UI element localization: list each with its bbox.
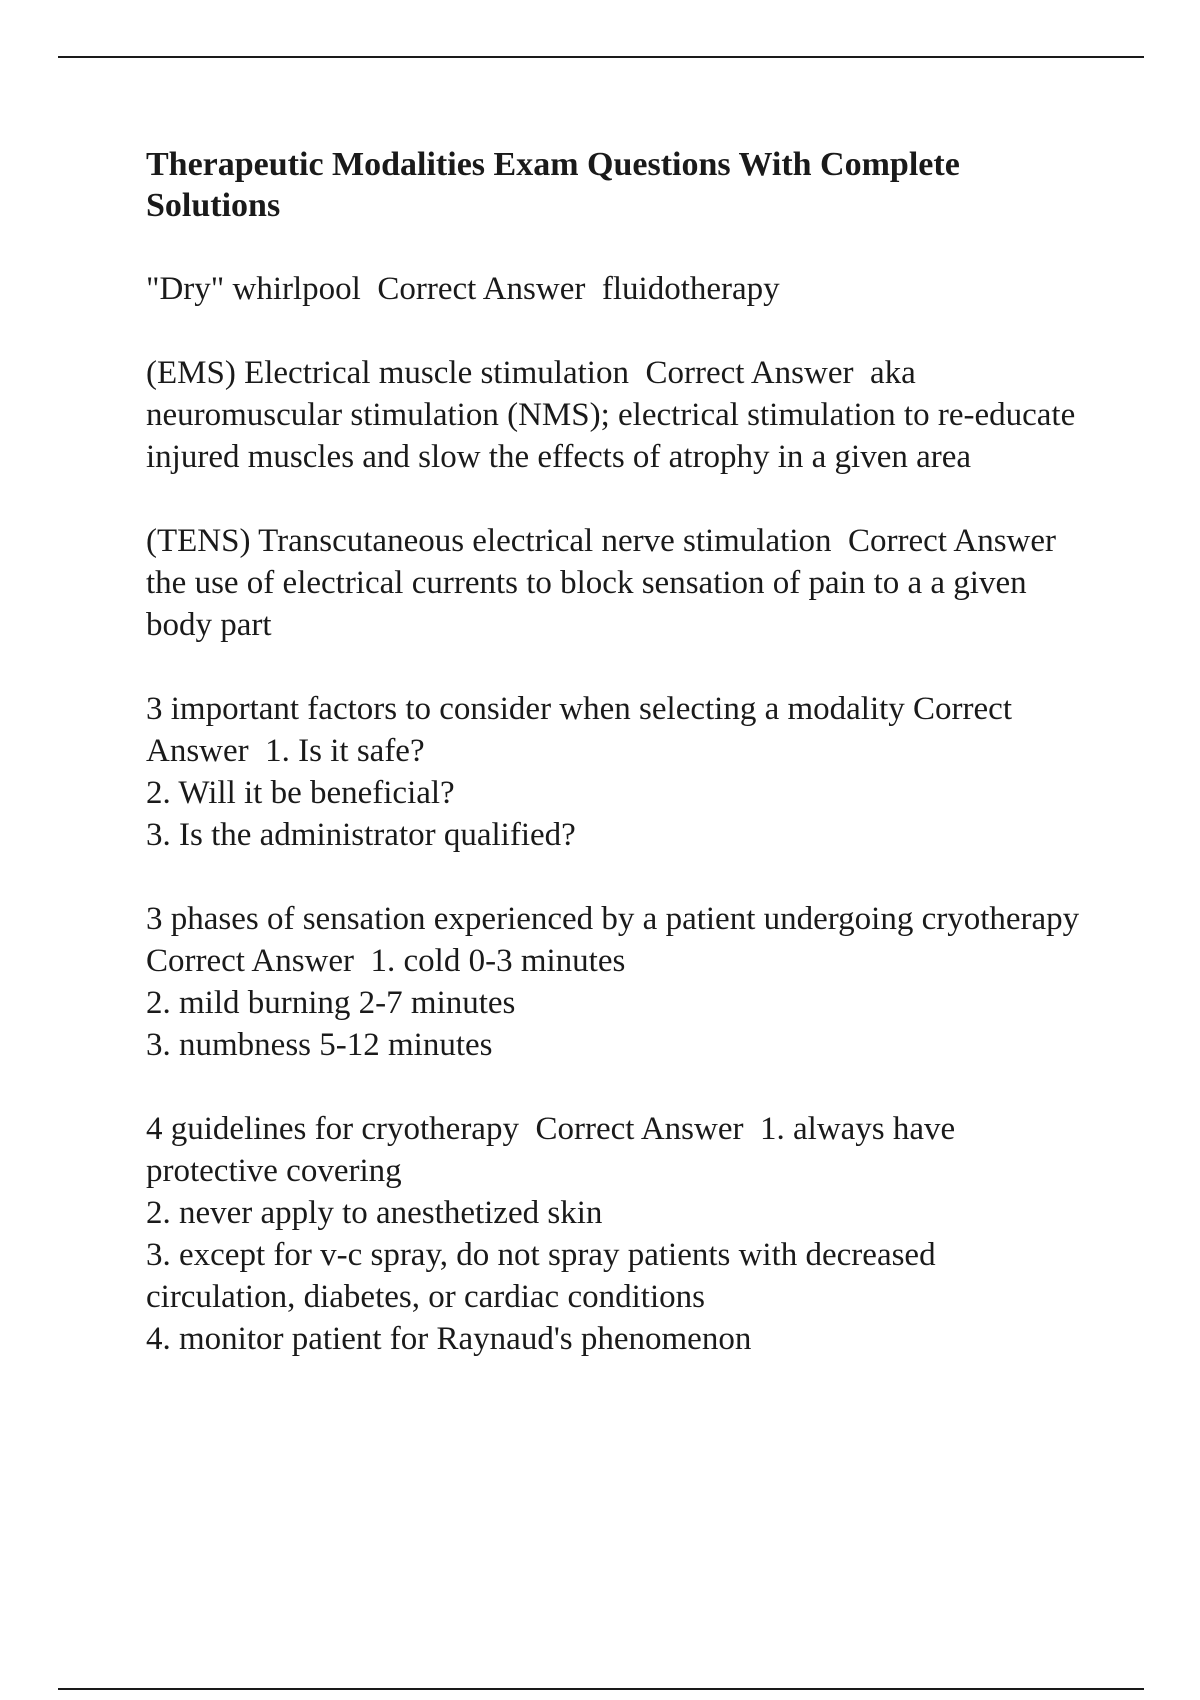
question-text: (TENS) Transcutaneous electrical nerve stimulation (146, 523, 832, 559)
question-text: "Dry" whirlpool (146, 271, 361, 307)
answer-text: 1. cold 0-3 minutes (370, 943, 626, 979)
answer-text: 1. always have protective covering (146, 1111, 964, 1189)
question-text: 4 guidelines for cryotherapy (146, 1111, 519, 1147)
qa-entry (146, 268, 1086, 310)
answer-line: 3. except for v-c spray, do not spray patients with decreased circulation, diabetes, or cardiac conditions (146, 1237, 944, 1315)
footer-rule (58, 1688, 1144, 1690)
answer-label: Correct Answer (377, 271, 586, 307)
question-text: 3 phases of sensation experienced by a patient undergoing cryotherapy (146, 901, 1080, 937)
qa-entry (146, 1108, 1086, 1360)
header-rule (58, 56, 1144, 58)
answer-line: 3. Is the administrator qualified? (146, 817, 576, 853)
answer-line: 2. Will it be beneficial? (146, 775, 455, 811)
answer-line: 3. numbness 5-12 minutes (146, 1027, 493, 1063)
answer-line: 2. mild burning 2-7 minutes (146, 985, 516, 1021)
document-body (146, 144, 1086, 1360)
answer-label: Correct Answer (146, 943, 355, 979)
answer-text: 1. Is it safe? (265, 733, 425, 769)
answer-line: 2. never apply to anesthetized skin (146, 1195, 603, 1231)
answer-text: the use of electrical currents to block sensation of pain to a a given body part (146, 565, 1035, 643)
question-text: (EMS) Electrical muscle stimulation (146, 355, 629, 391)
answer-label: Correct Answer (146, 691, 1019, 769)
qa-entry (146, 520, 1086, 646)
answer-line: 4. monitor patient for Raynaud's phenomenon (146, 1321, 752, 1357)
document-title: Therapeutic Modalities Exam Questions With Complete Solutions (146, 146, 960, 224)
answer-text: aka neuromuscular stimulation (NMS); electrical stimulation to re-educate injured muscles and slow the effects of atrophy in a given area (146, 355, 1084, 475)
answer-label: Correct Answer (645, 355, 854, 391)
qa-entry (146, 688, 1086, 856)
question-text: 3 important factors to consider when selecting a modality (146, 691, 905, 727)
qa-entry (146, 352, 1086, 478)
answer-text: fluidotherapy (601, 271, 780, 307)
qa-entry (146, 898, 1086, 1066)
answer-label: Correct Answer (535, 1111, 744, 1147)
answer-label: Correct Answer (848, 523, 1057, 559)
